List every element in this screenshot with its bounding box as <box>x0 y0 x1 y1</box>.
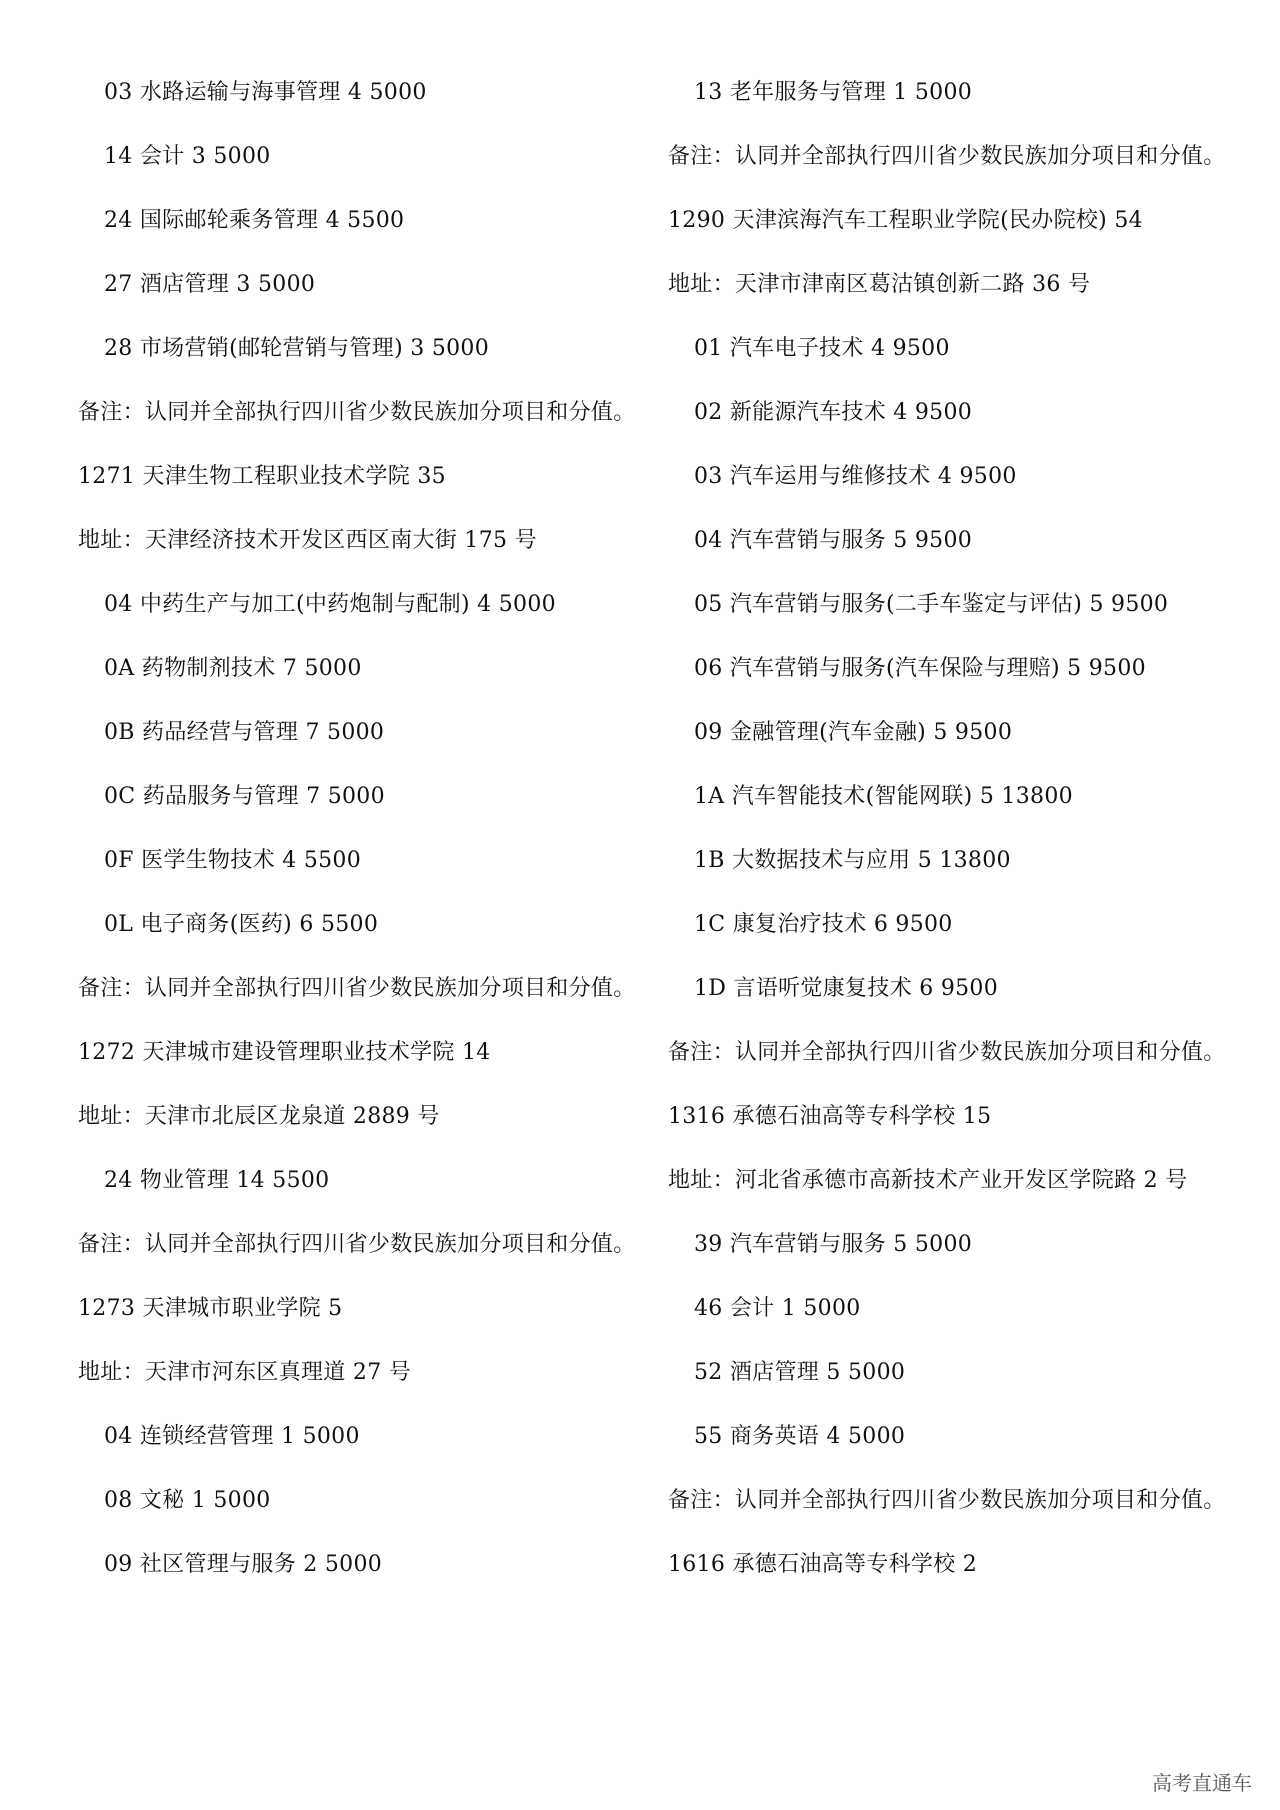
program-line: 28 市场营销(邮轮营销与管理) 3 5000 <box>104 336 490 361</box>
school-line: 地址：天津市河东区真理道 27 号 <box>78 1360 412 1385</box>
program-line: 0F 医学生物技术 4 5500 <box>104 848 362 873</box>
school-line: 1272 天津城市建设管理职业技术学院 14 <box>78 1040 491 1065</box>
program-line: 04 汽车营销与服务 5 9500 <box>694 528 973 553</box>
program-line: 04 连锁经营管理 1 5000 <box>104 1424 360 1449</box>
program-line: 0A 药物制剂技术 7 5000 <box>104 656 362 681</box>
program-line: 03 水路运输与海事管理 4 5000 <box>104 80 427 105</box>
school-line: 1316 承德石油高等专科学校 15 <box>668 1104 992 1129</box>
program-line: 46 会计 1 5000 <box>694 1296 861 1321</box>
program-line: 14 会计 3 5000 <box>104 144 271 169</box>
program-line: 1C 康复治疗技术 6 9500 <box>694 912 953 937</box>
program-line: 02 新能源汽车技术 4 9500 <box>694 400 973 425</box>
remark-line: 备注：认同并全部执行四川省少数民族加分项目和分值。 <box>668 1488 1226 1513</box>
school-line: 地址：天津市津南区葛沽镇创新二路 36 号 <box>668 272 1091 297</box>
program-line: 1D 言语听觉康复技术 6 9500 <box>694 976 999 1001</box>
program-line: 1B 大数据技术与应用 5 13800 <box>694 848 1011 873</box>
program-line: 05 汽车营销与服务(二手车鉴定与评估) 5 9500 <box>694 592 1169 617</box>
right-column <box>668 76 1228 1612</box>
school-line: 地址：河北省承德市高新技术产业开发区学院路 2 号 <box>668 1168 1188 1193</box>
program-line: 39 汽车营销与服务 5 5000 <box>694 1232 973 1257</box>
program-line: 52 酒店管理 5 5000 <box>694 1360 906 1385</box>
school-line: 1273 天津城市职业学院 5 <box>78 1296 343 1321</box>
program-line: 09 金融管理(汽车金融) 5 9500 <box>694 720 1013 745</box>
remark-line: 备注：认同并全部执行四川省少数民族加分项目和分值。 <box>78 976 636 1001</box>
remark-line: 备注：认同并全部执行四川省少数民族加分项目和分值。 <box>668 1040 1226 1065</box>
left-column <box>78 76 638 1612</box>
program-line: 01 汽车电子技术 4 9500 <box>694 336 950 361</box>
program-line: 08 文秘 1 5000 <box>104 1488 271 1513</box>
school-line: 地址：天津经济技术开发区西区南大街 175 号 <box>78 528 537 553</box>
remark-line: 备注：认同并全部执行四川省少数民族加分项目和分值。 <box>78 1232 636 1257</box>
watermark: 高考直通车 <box>1152 1771 1252 1795</box>
school-line: 地址：天津市北辰区龙泉道 2889 号 <box>78 1104 440 1129</box>
school-line: 1271 天津生物工程职业技术学院 35 <box>78 464 446 489</box>
program-line: 0L 电子商务(医药) 6 5500 <box>104 912 379 937</box>
program-line: 0C 药品服务与管理 7 5000 <box>104 784 385 809</box>
program-line: 0B 药品经营与管理 7 5000 <box>104 720 385 745</box>
program-line: 06 汽车营销与服务(汽车保险与理赔) 5 9500 <box>694 656 1146 681</box>
program-line: 24 国际邮轮乘务管理 4 5500 <box>104 208 405 233</box>
remark-line: 备注：认同并全部执行四川省少数民族加分项目和分值。 <box>668 144 1226 169</box>
remark-line: 备注：认同并全部执行四川省少数民族加分项目和分值。 <box>78 400 636 425</box>
program-line: 04 中药生产与加工(中药炮制与配制) 4 5000 <box>104 592 556 617</box>
program-line: 1A 汽车智能技术(智能网联) 5 13800 <box>694 784 1073 809</box>
program-line: 55 商务英语 4 5000 <box>694 1424 906 1449</box>
program-line: 09 社区管理与服务 2 5000 <box>104 1552 383 1577</box>
school-line: 1616 承德石油高等专科学校 2 <box>668 1552 978 1577</box>
program-line: 13 老年服务与管理 1 5000 <box>694 80 973 105</box>
program-line: 24 物业管理 14 5500 <box>104 1168 330 1193</box>
program-line: 27 酒店管理 3 5000 <box>104 272 316 297</box>
school-line: 1290 天津滨海汽车工程职业学院(民办院校) 54 <box>668 208 1143 233</box>
program-line: 03 汽车运用与维修技术 4 9500 <box>694 464 1017 489</box>
